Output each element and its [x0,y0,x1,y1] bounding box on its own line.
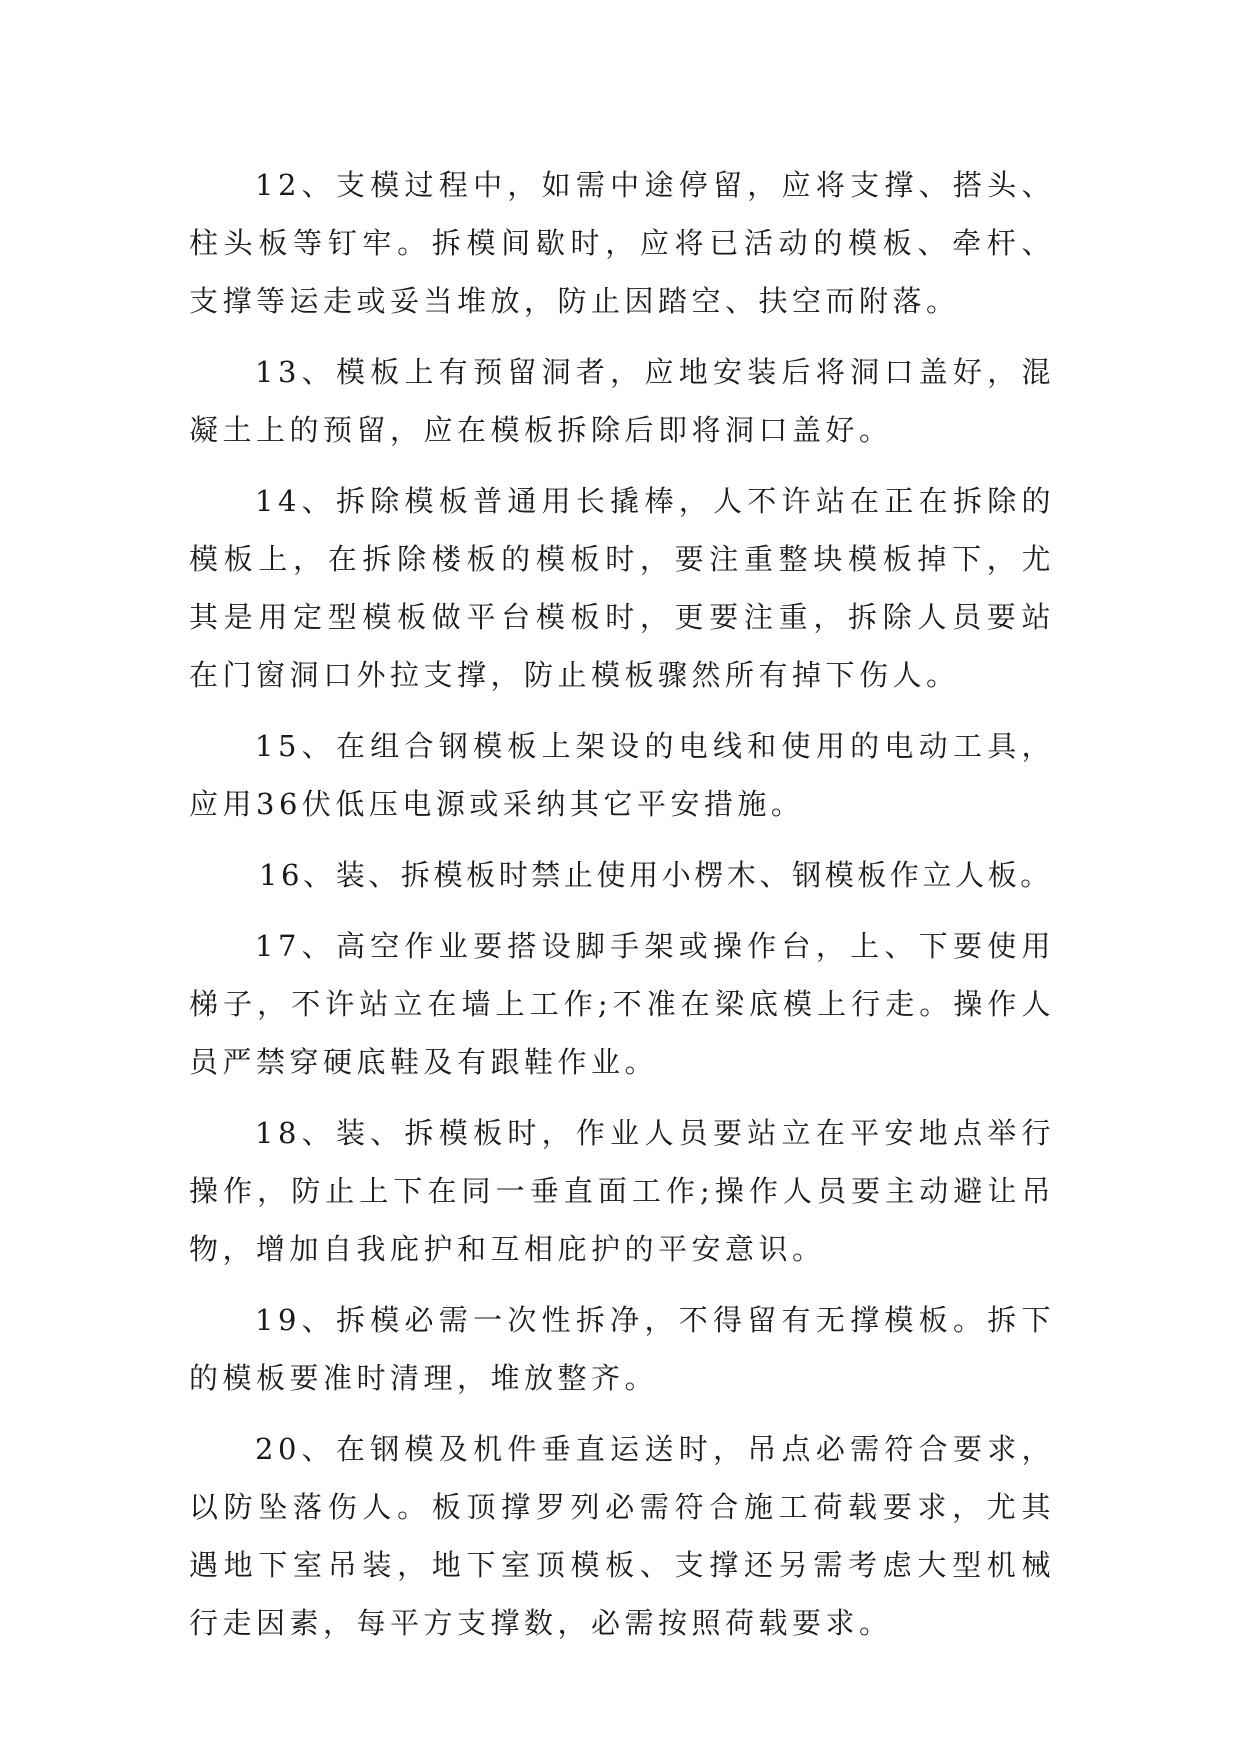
document-body [189,156,1055,1665]
paragraph-17: 17、高空作业要搭设脚手架或操作台，上、下要使用梯子，不许站立在墙上工作;不准在梁底模上行走。操作人员严禁穿硬底鞋及有跟鞋作业。 [189,929,1055,1079]
paragraph-20: 20、在钢模及机件垂直运送时，吊点必需符合要求，以防坠落伤人。板顶撑罗列必需符合施工荷载要求，尤其遇地下室吊装，地下室顶模板、支撑还另需考虑大型机械行走因素，每平方支撑数，必需按照荷载要求。 [189,1432,1055,1640]
paragraph-13: 13、模板上有预留洞者，应地安装后将洞口盖好，混凝土上的预留，应在模板拆除后即将洞口盖好。 [189,355,1055,447]
paragraph-12: 12、支模过程中，如需中途停留，应将支撑、搭头、柱头板等钉牢。拆模间歇时，应将已活动的模板、牵杆、支撑等运走或妥当堆放，防止因踏空、扶空而附落。 [189,168,1055,318]
paragraph-19: 19、拆模必需一次性拆净，不得留有无撑模板。拆下的模板要准时清理，堆放整齐。 [189,1303,1055,1395]
paragraph-15: 15、在组合钢模板上架设的电线和使用的电动工具，应用36伏低压电源或采纳其它平安措施。 [189,729,1055,821]
paragraph-14: 14、拆除模板普通用长撬棒，人不许站在正在拆除的模板上，在拆除楼板的模板时，要注重整块模板掉下，尤其是用定型模板做平台模板时，更要注重，拆除人员要站在门窗洞口外拉支撑，防止模板骤然所有掉下伤人。 [189,484,1055,692]
paragraph-18: 18、装、拆模板时，作业人员要站立在平安地点举行操作，防止上下在同一垂直面工作;操作人员要主动避让吊物，增加自我庇护和互相庇护的平安意识。 [189,1116,1055,1266]
paragraph-16: 16、装、拆模板时禁止使用小楞木、钢模板作立人板。 [259,858,1053,892]
